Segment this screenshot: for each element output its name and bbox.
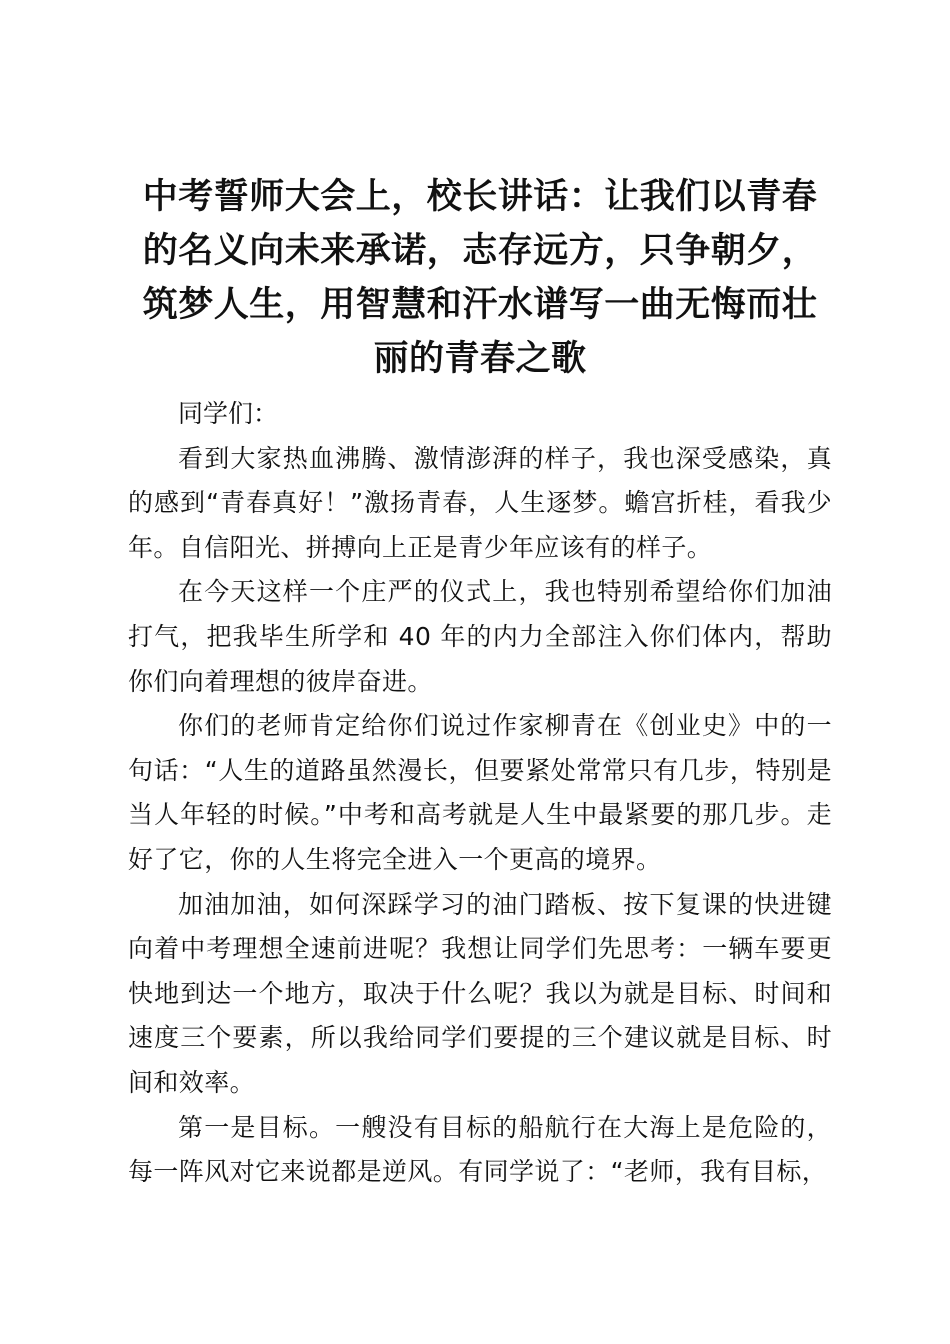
paragraph-3: 你们的老师肯定给你们说过作家柳青在《创业史》中的一句话：“人生的道路虽然漫长，但要紧处常常只有几步，特别是当人年轻的时候。”中考和高考就是人生中最紧要的那几步。走好了它，你的人生将完全进入一个更高的境界。 [128, 711, 832, 874]
salutation: 同学们： [178, 399, 279, 428]
paragraph-1: 看到大家热血沸腾、激情澎湃的样子，我也深受感染，真的感到“青春真好！”激扬青春，人生逐梦。蟾宫折桂，看我少年。自信阳光、拼搏向上正是青少年应该有的样子。 [128, 443, 832, 562]
document-page [128, 170, 832, 1195]
paragraph-5: 第一是目标。一艘没有目标的船航行在大海上是危险的，每一阵风对它来说都是逆风。有同学说了：“老师，我有目标， [128, 1112, 832, 1187]
paragraph-2: 在今天这样一个庄严的仪式上，我也特别希望给你们加油打气，把我毕生所学和 40 年的内力全部注入你们体内，帮助你们向着理想的彼岸奋进。 [128, 577, 832, 696]
document-title: 中考誓师大会上，校长讲话：让我们以青春的名义向未来承诺，志存远方，只争朝夕，筑梦人生，用智慧和汗水谱写一曲无悔而壮丽的青春之歌 [142, 177, 818, 379]
paragraph-4: 加油加油，如何深踩学习的油门踏板、按下复课的快进键向着中考理想全速前进呢？我想让同学们先思考：一辆车要更快地到达一个地方，取决于什么呢？我以为就是目标、时间和速度三个要素，所以我给同学们要提的三个建议就是目标、时间和效率。 [128, 889, 832, 1097]
